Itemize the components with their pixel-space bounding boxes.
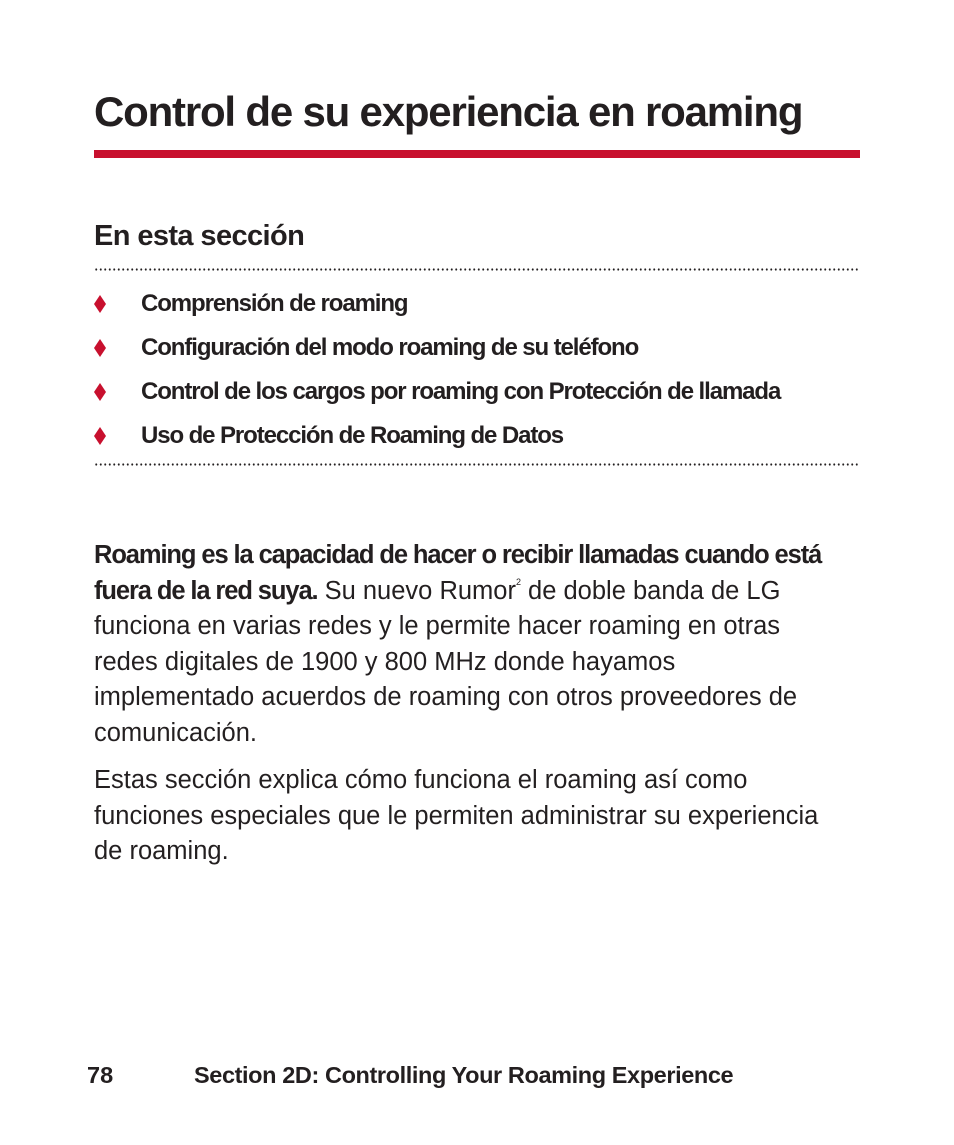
intro-text-start: Su nuevo Rumor [317, 576, 516, 605]
list-item-label: Configuración del modo roaming de su teléfono [141, 334, 639, 361]
superscript-mark: 2 [515, 576, 521, 587]
diamond-icon [94, 339, 141, 357]
intro-lead: Roaming es la capacidad de hacer o recibir llamadas cuando está fuera de la red suya. [94, 541, 822, 605]
title-underline [94, 150, 860, 158]
dotted-divider-top [94, 268, 860, 271]
body-text [94, 538, 834, 882]
list-item-label: Control de los cargos por roaming con Protección de llamada [141, 378, 781, 405]
diamond-icon [94, 383, 141, 401]
page-title: Control de su experiencia en roaming [94, 88, 803, 135]
page-number: 78 [87, 1062, 114, 1088]
list-item [94, 414, 874, 458]
list-item [94, 370, 874, 414]
list-item-label: Comprensión de roaming [141, 290, 408, 317]
list-item-label: Uso de Protección de Roaming de Datos [141, 422, 564, 449]
list-item [94, 326, 874, 370]
intro-paragraph [94, 538, 834, 751]
diamond-icon [94, 295, 141, 313]
dotted-divider-bottom [94, 463, 860, 466]
explanation-paragraph: Estas sección explica cómo funciona el roaming así como funciones especiales que le permiten administrar su experiencia de roaming. [94, 766, 819, 865]
intro-text-rest: de doble banda de LG funciona en varias redes y le permite hacer roaming en otras redes digitales de 1900 y 800 MHz donde hayamos implementado acuerdos de roaming con otros proveedores de comunicación. [94, 576, 798, 747]
section-heading: En esta sección [94, 220, 305, 252]
list-item [94, 282, 874, 326]
diamond-icon [94, 427, 141, 445]
page-footer [87, 1062, 733, 1089]
section-contents-list [94, 282, 874, 458]
footer-section-label: Section 2D: Controlling Your Roaming Experience [194, 1062, 734, 1088]
